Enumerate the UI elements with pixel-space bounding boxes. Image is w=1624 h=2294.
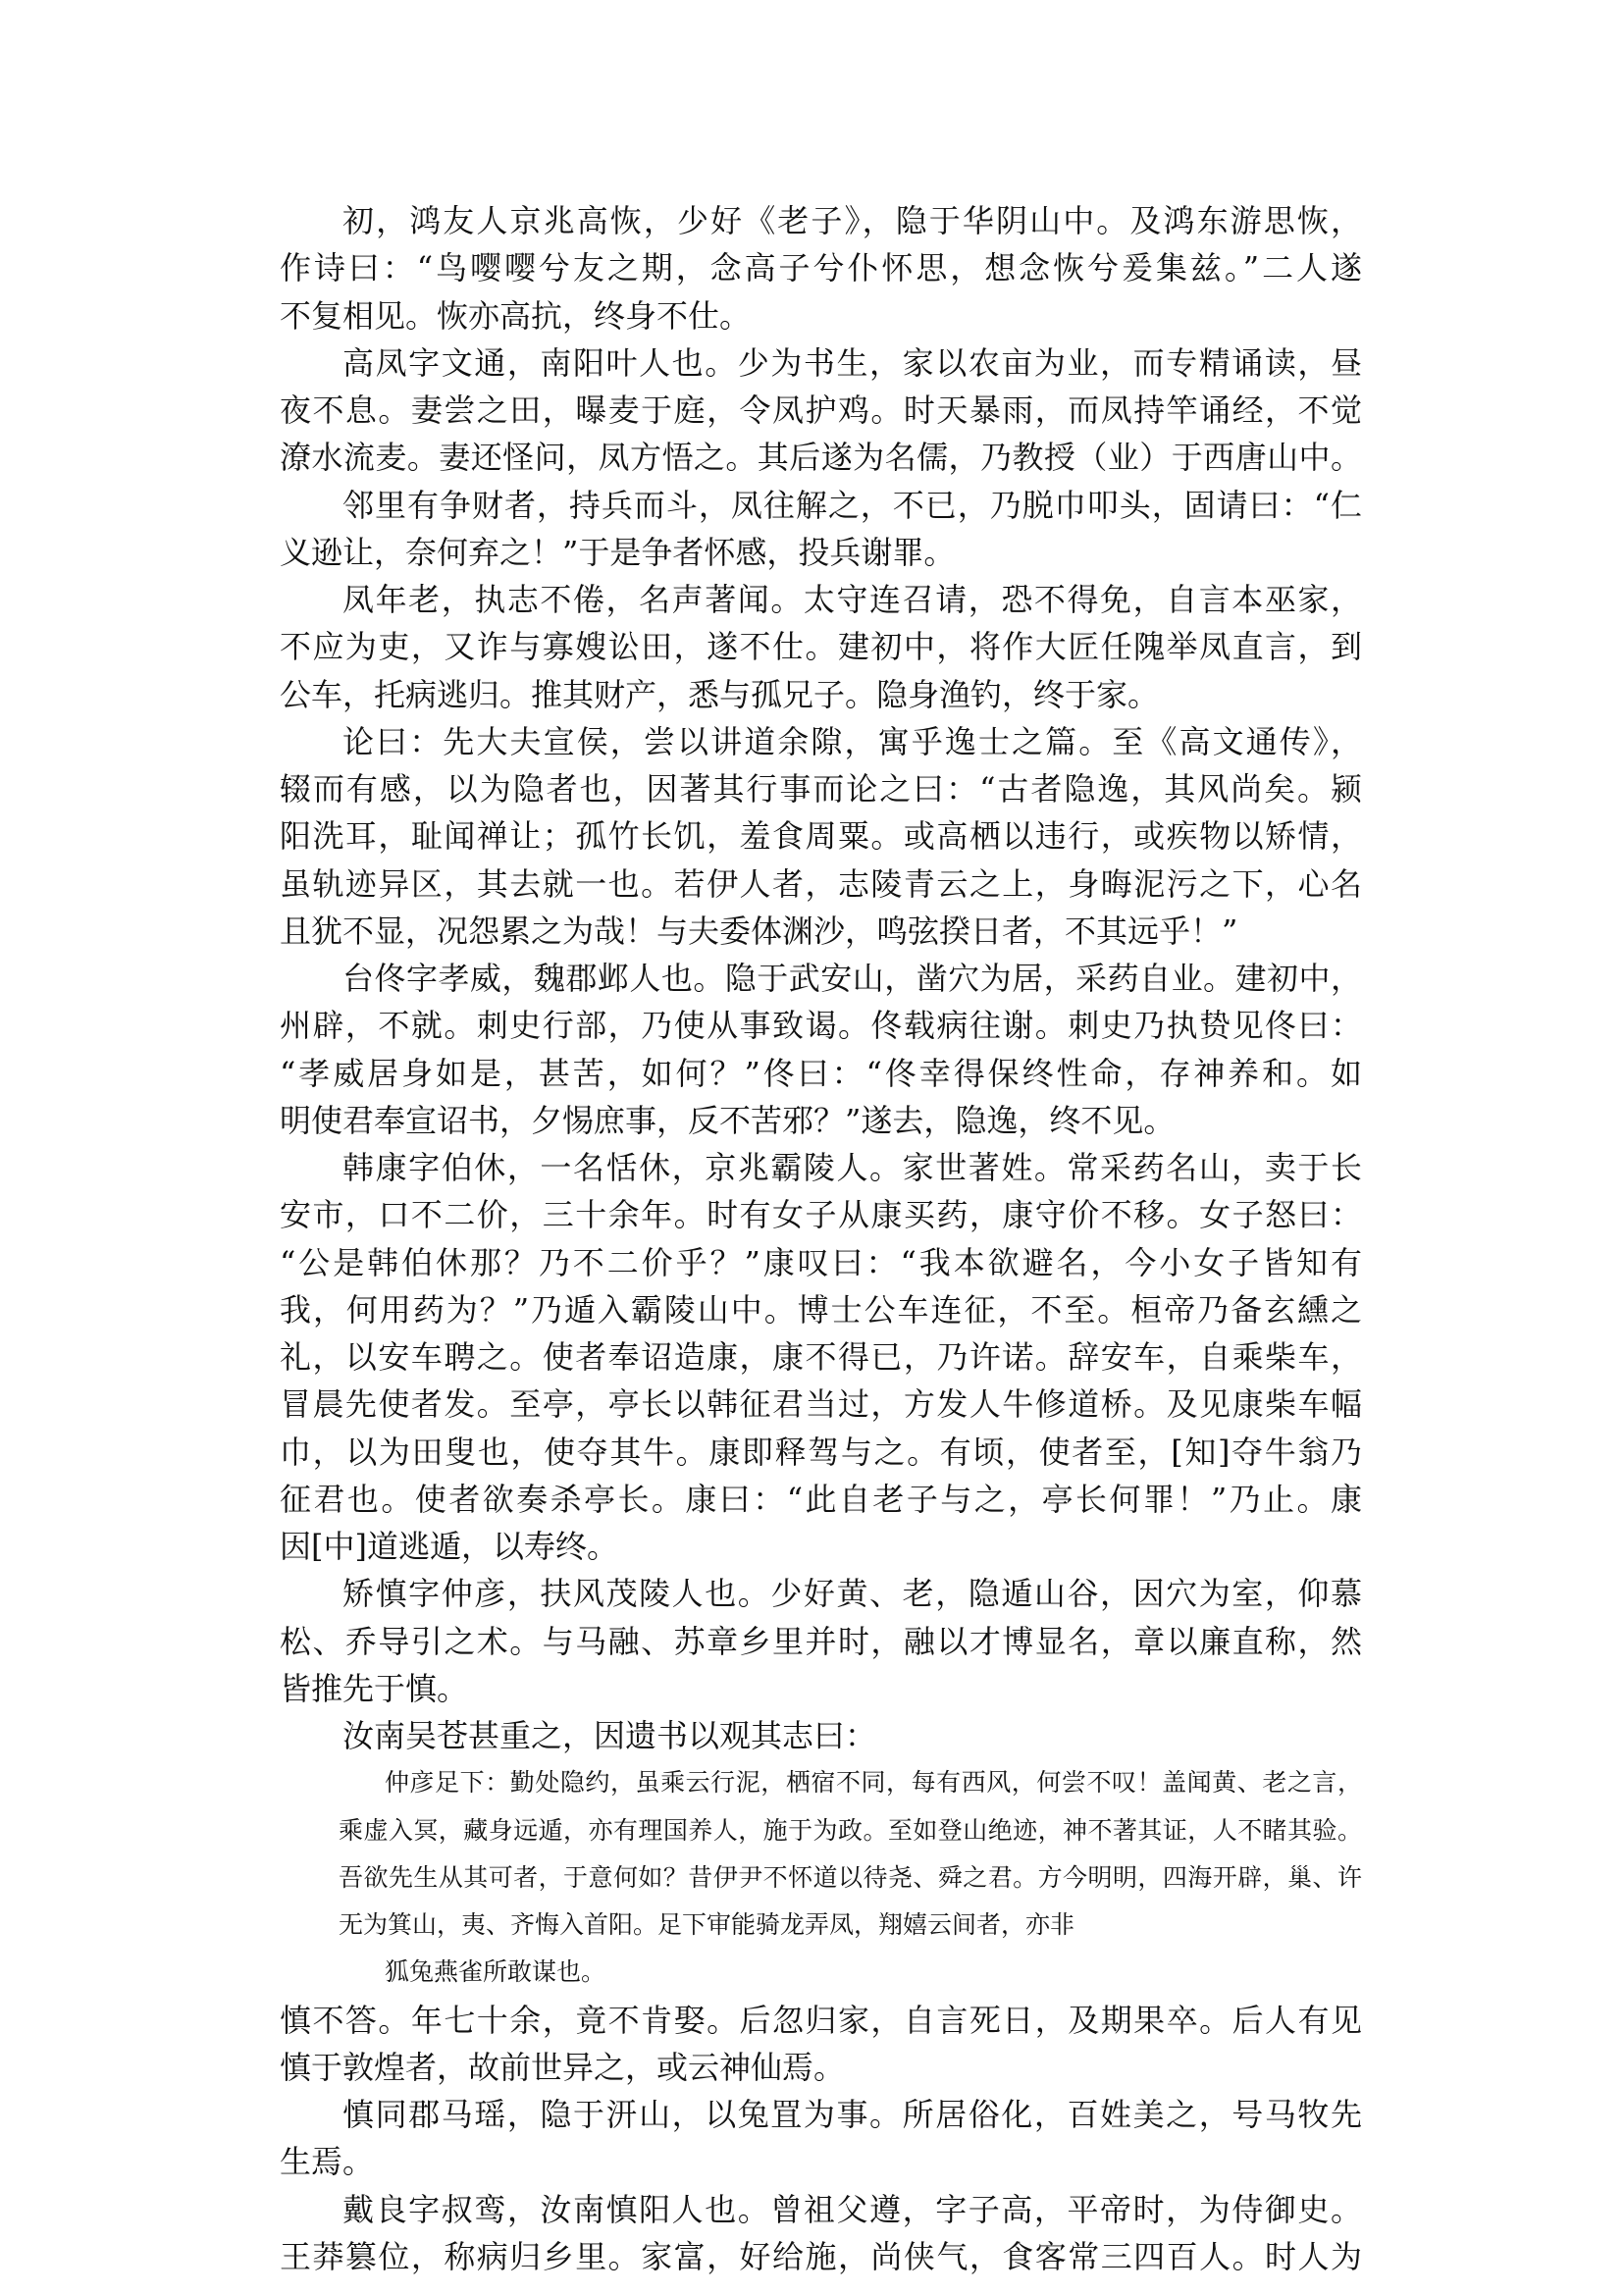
quoted-letter xyxy=(280,1759,1362,1996)
paragraph-line: 凤年老，执志不倦，名声著闻。太守连召请，恐不得免，自言本巫家， xyxy=(342,581,1362,618)
paragraph-line: “孝威居身如是，甚苦，如何？”佟曰：“佟幸得保终性命，存神养和。如 xyxy=(280,1054,1362,1092)
paragraph-line: 不复相见。恢亦高抗，终身不仕。 xyxy=(280,296,752,335)
paragraph xyxy=(280,576,1362,718)
paragraph-line: “公是韩伯休那？乃不二价乎？”康叹曰：“我本欲避名，今小女子皆知有 xyxy=(280,1243,1362,1281)
paragraph-line: 明使君奉宣诏书，夕惕庶事，反不苦邪？”遂去，隐逸，终不见。 xyxy=(280,1101,1176,1139)
letter-line: 乘虚入冥，藏身远遁，亦有理国养人，施于为政。至如登山绝迹，神不著其证，人不睹其验。 xyxy=(339,1815,1362,1845)
paragraph-line: 辍而有感，以为隐者也，因著其行事而论之曰：“古者隐逸，其风尚矣。颍 xyxy=(280,770,1362,808)
paragraph xyxy=(280,1570,1362,1712)
paragraph-line: 夜不息。妻尝之田，曝麦于庭，令凤护鸡。时天暴雨，而凤持竿诵经，不觉 xyxy=(280,391,1362,429)
paragraph xyxy=(280,1144,1362,1570)
paragraph-line: 阳洗耳，耻闻禅让；孤竹长饥，羞食周粟。或高栖以违行，或疾物以矫情， xyxy=(280,817,1362,856)
paragraph-line: 巾，以为田叟也，使夺其牛。康即释驾与之。有顷，使者至，[知]夺牛翁乃 xyxy=(280,1433,1362,1471)
paragraph xyxy=(280,955,1362,1144)
paragraph-line: 初，鸿友人京兆高恢，少好《老子》，隐于华阴山中。及鸿东游思恢， xyxy=(342,202,1362,239)
paragraph-line: 汝南吴苍甚重之，因遗书以观其志曰： xyxy=(342,1717,877,1754)
paragraph-line: 征君也。使者欲奏杀亭长。康曰：“此自老子与之，亭长何罪！”乃止。康 xyxy=(280,1480,1362,1518)
paragraph xyxy=(280,197,1362,339)
paragraph-line: 安市，口不二价，三十余年。时有女子从康买药，康守价不移。女子怒曰： xyxy=(280,1196,1362,1234)
letter-line: 狐兔燕雀所敢谋也。 xyxy=(385,1957,606,1987)
paragraph-line: 我，何用药为？”乃遁入霸陵山中。博士公车连征，不至。桓帝乃备玄纁之 xyxy=(280,1290,1362,1329)
paragraph-line: 礼，以安车聘之。使者奉诏造康，康不得已，乃许诺。辞安车，自乘柴车， xyxy=(280,1338,1362,1376)
paragraph xyxy=(280,1712,1362,1759)
paragraph-line: 虽轨迹异区，其去就一也。若伊人者，志陵青云之上，身晦泥污之下，心名 xyxy=(280,864,1362,903)
paragraph xyxy=(280,339,1362,482)
paragraph-line: 且犹不显，况怨累之为哉！与夫委体渊沙，鸣弦揆日者，不其远乎！” xyxy=(280,912,1238,950)
paragraph-line: 慎于敦煌者，故前世异之，或云神仙焉。 xyxy=(280,2048,846,2086)
letter-line: 吾欲先生从其可者，于意何如？昔伊尹不怀道以待尧、舜之君。方今明明，四海开辟，巢、许 xyxy=(339,1862,1362,1892)
paragraph xyxy=(280,2186,1362,2281)
paragraph-line: 皆推先于慎。 xyxy=(280,1669,469,1707)
paragraph-line: 邻里有争财者，持兵而斗，凤往解之，不已，乃脱巾叩头，固请曰：“仁 xyxy=(342,486,1362,524)
paragraph-line: 公车，托病逃归。推其财产，悉与孤兄子。隐身渔钓，终于家。 xyxy=(280,675,1160,713)
paragraph-line: 高凤字文通，南阳叶人也。少为书生，家以农亩为业，而专精诵读，昼 xyxy=(342,343,1362,382)
paragraph-line: 戴良字叔鸾，汝南慎阳人也。曾祖父遵，字子高，平帝时，为侍御史。 xyxy=(342,2190,1362,2228)
paragraph-line: 松、乔导引之术。与马融、苏章乡里并时，融以才博显名，章以廉直称，然 xyxy=(280,1622,1362,1660)
paragraph-line: 不应为吏，又诈与寡嫂讼田，遂不仕。建初中，将作大匠任隗举凤直言，到 xyxy=(280,628,1362,666)
paragraph-line: 生焉。 xyxy=(280,2143,375,2181)
paragraph-line: 论曰：先大夫宣侯，尝以讲道余隙，寓乎逸士之篇。至《高文通传》， xyxy=(342,722,1362,760)
paragraph-line: 慎不答。年七十余，竟不肯娶。后忽归家，自言死日，及期果卒。后人有见 xyxy=(280,2001,1362,2039)
paragraph-line: 矫慎字仲彦，扶风茂陵人也。少好黄、老，隐遁山谷，因穴为室，仰慕 xyxy=(342,1575,1362,1613)
paragraph xyxy=(280,482,1362,577)
paragraph-line: 韩康字伯休，一名恬休，京兆霸陵人。家世著姓。常采药名山，卖于长 xyxy=(342,1149,1362,1186)
paragraph xyxy=(280,1997,1362,2092)
paragraph xyxy=(280,718,1362,955)
letter-line: 无为箕山，夷、齐悔入首阳。足下审能骑龙弄凤，翔嬉云间者，亦非 xyxy=(339,1910,1075,1939)
paragraph-line: 王莽篡位，称病归乡里。家富，好给施，尚侠气，食客常三四百人。时人为 xyxy=(280,2237,1362,2275)
paragraph-line: 因[中]道逃遁，以寿终。 xyxy=(280,1528,618,1565)
paragraph-line: 潦水流麦。妻还怪问，凤方悟之。其后遂为名儒，乃教授（业）于西唐山中。 xyxy=(280,439,1362,477)
document-page xyxy=(280,197,1362,2280)
paragraph-line: 州辟，不就。刺史行部，乃使从事致谒。佟载病往谢。刺史乃执贽见佟曰： xyxy=(280,1007,1362,1045)
paragraph-line: 冒晨先使者发。至亭，亭长以韩征君当过，方发人牛修道桥。及见康柴车幅 xyxy=(280,1385,1362,1424)
paragraph-line: 作诗曰：“鸟嘤嘤兮友之期，念高子兮仆怀思，想念恢兮爰集兹。”二人遂 xyxy=(280,249,1362,287)
paragraph-line: 慎同郡马瑶，隐于汧山，以兔罝为事。所居俗化，百姓美之，号马牧先 xyxy=(342,2096,1362,2133)
paragraph-line: 义逊让，奈何弃之！”于是争者怀感，投兵谢罪。 xyxy=(280,533,956,571)
letter-line: 仲彦足下：勤处隐约，虽乘云行泥，栖宿不同，每有西风，何尝不叹！盖闻黄、老之言， xyxy=(385,1768,1362,1798)
paragraph-line: 台佟字孝威，魏郡邺人也。隐于武安山，凿穴为居，采药自业。建初中， xyxy=(342,960,1362,997)
paragraph xyxy=(280,2091,1362,2186)
